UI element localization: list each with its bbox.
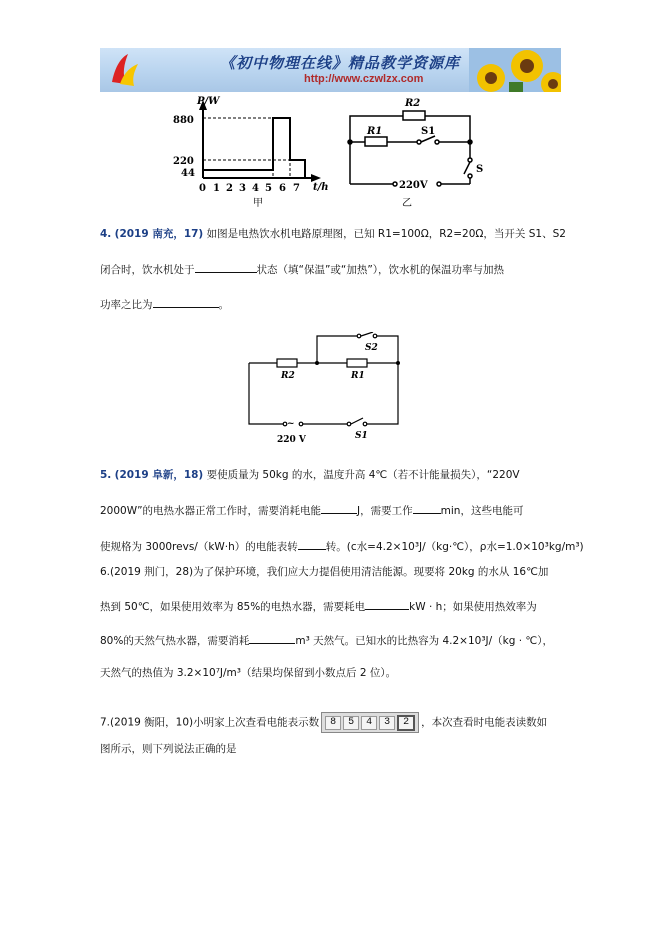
logo-icon bbox=[106, 52, 142, 88]
figure-yi-caption: 乙 bbox=[402, 198, 412, 209]
y-tick-44: 44 bbox=[181, 168, 195, 179]
meter-digit: 3 bbox=[379, 716, 395, 730]
q4-number: 4. bbox=[100, 228, 112, 240]
q5-text-2c: min，这些电能可 bbox=[440, 505, 524, 517]
meter-digit: 8 bbox=[325, 716, 341, 730]
source-220v-label: 220V bbox=[399, 180, 428, 191]
x-tick-1: 1 bbox=[213, 183, 220, 194]
s1-label: S1 bbox=[421, 126, 436, 137]
q4-text-2b: 状态（填“保温”或“加热”），饮水机的保温功率与加热 bbox=[256, 264, 505, 276]
circuit-diagram-yi bbox=[348, 98, 483, 209]
header-banner bbox=[100, 48, 561, 92]
q7-text-2: 图所示，则下列说法正确的是 bbox=[100, 743, 237, 755]
s2-label: S2 bbox=[365, 343, 378, 353]
q4-text-1: 如图是电热饮水机电路原理图，已知 R1=100Ω，R2=20Ω，当开关 S1、S2 bbox=[206, 228, 566, 240]
q4-source: (2019 南充，17) bbox=[114, 228, 204, 240]
y-tick-880: 880 bbox=[173, 115, 194, 126]
q4-line-2 bbox=[100, 262, 504, 277]
q6-line-4 bbox=[100, 666, 396, 680]
q5-text-2a: 2000W”的电热水器正常工作时，需要消耗电能 bbox=[100, 505, 322, 517]
figure-row bbox=[155, 94, 500, 214]
q4-line-3 bbox=[100, 297, 229, 312]
q6-line-2 bbox=[100, 599, 537, 614]
q6-text-4: 天然气的热值为 3.2×10⁷J/m³（结果均保留到小数点后 2 位）。 bbox=[100, 667, 397, 679]
q6-text-2b: kW · h；如果使用热效率为 bbox=[409, 601, 537, 613]
q5-blank-1[interactable] bbox=[321, 503, 357, 514]
q5-blank-3[interactable] bbox=[298, 539, 326, 550]
circuit-diagram-q4 bbox=[245, 332, 405, 447]
q5-number: 5. bbox=[100, 469, 112, 481]
x-tick-5: 5 bbox=[265, 183, 272, 194]
q6-blank-1[interactable] bbox=[365, 599, 409, 610]
meter-digit-decimal: 2 bbox=[397, 715, 415, 731]
x-tick-4: 4 bbox=[252, 183, 259, 194]
q6-blank-2[interactable] bbox=[249, 633, 295, 644]
banner-title: 《初中物理在线》精品教学资源库 bbox=[220, 54, 461, 72]
sunflower-image bbox=[469, 48, 561, 92]
r2-label: R2 bbox=[405, 98, 421, 109]
x-tick-6: 6 bbox=[279, 183, 286, 194]
meter-digit: 5 bbox=[343, 716, 359, 730]
q5-line-3 bbox=[100, 539, 584, 554]
r2-label-mid: R2 bbox=[281, 371, 295, 381]
q6-text-3b: m³ 天然气。已知水的比热容为 4.2×10³J/（kg · ℃）， bbox=[295, 635, 553, 647]
figure-jia-caption: 甲 bbox=[253, 198, 263, 209]
q5-text-1: 要使质量为 50kg 的水，温度升高 4℃（若不计能量损失），“220V bbox=[206, 469, 520, 481]
banner-url: http://www.czwlzx.com bbox=[304, 73, 424, 85]
x-tick-2: 2 bbox=[226, 183, 233, 194]
q6-line-1 bbox=[100, 565, 548, 579]
x-tick-7: 7 bbox=[293, 183, 300, 194]
q6-text-2a: 热到 50℃，如果使用效率为 85%的电热水器，需要耗电 bbox=[100, 601, 366, 613]
q4-line-1 bbox=[100, 227, 566, 241]
q5-line-1 bbox=[100, 468, 520, 482]
x-tick-0: 0 bbox=[199, 183, 206, 194]
q5-blank-2[interactable] bbox=[413, 503, 441, 514]
q4-text-3a: 功率之比为 bbox=[100, 299, 153, 311]
meter-digit: 4 bbox=[361, 716, 377, 730]
energy-meter-reading bbox=[321, 712, 419, 733]
q5-line-2 bbox=[100, 503, 523, 518]
q7-text-1a: 7.(2019 衡阳，10)小明家上次查看电能表示数 bbox=[100, 716, 320, 729]
s-label: S bbox=[476, 164, 484, 175]
r1-label: R1 bbox=[367, 126, 383, 137]
y-tick-220: 220 bbox=[173, 156, 194, 167]
s1-label-mid: S1 bbox=[355, 431, 368, 441]
q4-blank-1[interactable] bbox=[195, 262, 257, 273]
q7-text-1b: ，本次查看时电能表读数如 bbox=[421, 716, 548, 729]
q6-text-3a: 80%的天然气热水器，需要消耗 bbox=[100, 635, 250, 647]
q6-text-1: 6.(2019 荆门，28)为了保护环境，我们应大力提倡使用清洁能源。现要将 20kg 的水从 16℃加 bbox=[100, 566, 549, 578]
source-220v-mid: 220 V bbox=[277, 435, 306, 445]
x-tick-3: 3 bbox=[239, 183, 246, 194]
q4-text-3b: 。 bbox=[218, 299, 229, 311]
x-axis-label: t/h bbox=[313, 182, 329, 193]
q5-source: (2019 阜新，18) bbox=[114, 469, 204, 481]
power-time-graph bbox=[173, 96, 329, 209]
r1-label-mid: R1 bbox=[351, 371, 365, 381]
q5-text-3a: 使规格为 3000revs/（kW·h）的电能表转 bbox=[100, 541, 298, 553]
q5-text-2b: J，需要工作 bbox=[357, 505, 413, 517]
q6-line-3 bbox=[100, 633, 553, 648]
q5-text-3b: 转。(c水=4.2×10³J/（kg·℃），ρ水=1.0×10³kg/m³) bbox=[325, 541, 584, 553]
ac-symbol-icon: ~ bbox=[287, 419, 295, 429]
q7-line-1 bbox=[100, 712, 547, 733]
q4-blank-2[interactable] bbox=[153, 297, 219, 308]
y-axis-label: P/W bbox=[197, 96, 220, 107]
q4-text-2a: 闭合时，饮水机处于 bbox=[100, 264, 195, 276]
q7-line-2 bbox=[100, 742, 237, 756]
